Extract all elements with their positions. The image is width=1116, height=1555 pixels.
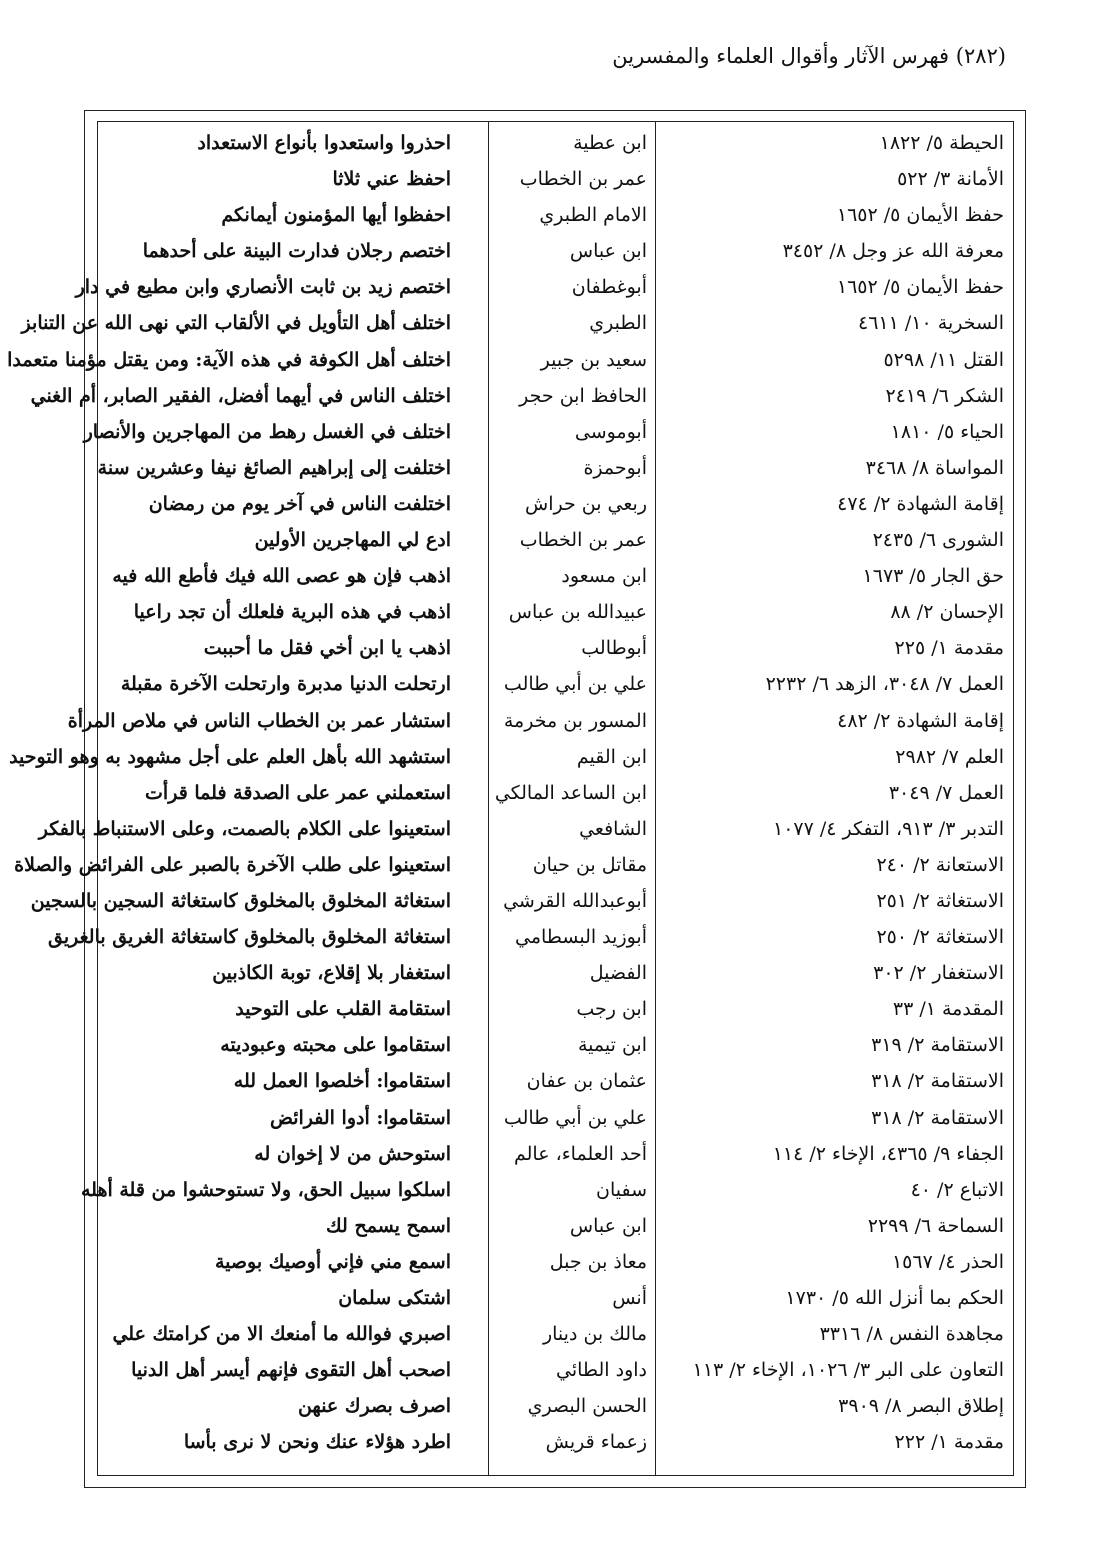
index-row — [30, 883, 1014, 919]
athar-reference: الحيطة ٥/ ١٨٢٢ — [879, 132, 1004, 154]
athar-text: استقاموا: أخلصوا العمل لله — [233, 1070, 451, 1093]
athar-text: اختصم رجلان فدارت البينة على أحدهما — [142, 240, 451, 263]
athar-narrator: ربعي بن حراش — [525, 492, 647, 515]
athar-text: اشتكى سلمان — [338, 1287, 451, 1309]
athar-text: ارتحلت الدنيا مدبرة وارتحلت الآخرة مقبلة — [120, 673, 451, 696]
index-row — [97, 775, 1014, 811]
athar-narrator: علي بن أبي طالب — [503, 1106, 647, 1129]
athar-text: اختلف أهل الكوفة في هذه الآية: ومن يقتل مؤمنا متعمدا — [7, 348, 451, 371]
athar-reference: حفظ الأيمان ٥/ ١٦٥٢ — [836, 204, 1004, 227]
athar-text: اذهب يا ابن أخي فقل ما أحببت — [203, 637, 451, 660]
athar-narrator: الحسن البصري — [527, 1395, 647, 1418]
athar-reference: الشكر ٦/ ٢٤١٩ — [885, 384, 1004, 407]
athar-narrator: سفيان — [595, 1178, 647, 1201]
athar-text: استغاثة المخلوق بالمخلوق كاستغاثة الغريق بالغريق — [48, 926, 451, 949]
index-row — [97, 161, 1014, 197]
index-row — [97, 955, 1014, 991]
athar-text: استغفار بلا إقلاع، توبة الكاذبين — [212, 962, 451, 985]
athar-narrator: أبوغطفان — [571, 276, 647, 299]
athar-text: اختلف في الغسل رهط من المهاجرين والأنصار — [83, 420, 451, 443]
athar-text: اختلفت الناس في آخر يوم من رمضان — [148, 492, 451, 515]
index-row — [97, 233, 1014, 269]
athar-narrator: الحافظ ابن حجر — [519, 384, 647, 407]
athar-text: اذهب في هذه البرية فلعلك أن تجد راعيا — [133, 601, 451, 624]
athar-text: استقاموا: أدوا الفرائض — [269, 1106, 451, 1129]
athar-reference: الاستغفار ٢/ ٣٠٢ — [873, 962, 1004, 985]
athar-narrator: علي بن أبي طالب — [503, 673, 647, 696]
athar-narrator: ابن عباس — [569, 1214, 647, 1237]
athar-narrator: ابن مسعود — [561, 565, 647, 588]
athar-text: احفظوا أيها المؤمنون أيمانكم — [221, 204, 451, 227]
index-row — [9, 739, 1014, 775]
athar-narrator: أبوطالب — [581, 637, 647, 660]
athar-narrator: الامام الطبري — [539, 204, 647, 227]
athar-reference: الاستغاثة ٢/ ٢٥١ — [876, 889, 1004, 912]
athar-text: استشار عمر بن الخطاب الناس في ملاص المرأة — [67, 709, 451, 732]
athar-text: استعينوا على طلب الآخرة بالصبر على الفرائض والصلاة — [14, 853, 451, 876]
athar-text: اصحب أهل التقوى فإنهم أيسر أهل الدنيا — [131, 1359, 451, 1382]
athar-narrator: أبوحمزة — [583, 456, 647, 479]
athar-text: استقامة القلب على التوحيد — [235, 998, 451, 1021]
index-row — [97, 1352, 1014, 1388]
athar-text: اطرد هؤلاء عنك ونحن لا نرى بأسا — [183, 1431, 451, 1454]
athar-narrator: عثمان بن عفان — [526, 1070, 647, 1093]
athar-narrator: زعماء قريش — [545, 1431, 647, 1454]
athar-text: اصرف بصرك عنهن — [297, 1395, 451, 1418]
index-table — [7, 125, 1014, 1460]
index-row — [97, 991, 1014, 1027]
athar-narrator: المسور بن مخرمة — [503, 709, 647, 732]
index-row — [97, 1388, 1014, 1424]
index-row — [97, 522, 1014, 558]
athar-reference: معرفة الله عز وجل ٨/ ٣٤٥٢ — [782, 240, 1004, 263]
index-row — [97, 1280, 1014, 1316]
athar-reference: الاستقامة ٢/ ٣١٩ — [871, 1034, 1004, 1057]
index-row — [97, 1316, 1014, 1352]
athar-narrator: أبوموسى — [574, 420, 647, 443]
athar-narrator: عبيدالله بن عباس — [508, 601, 647, 624]
athar-reference: السخرية ١٠/ ٤٦١١ — [858, 312, 1004, 335]
index-row — [97, 1424, 1014, 1460]
athar-narrator: الطبري — [589, 312, 647, 335]
index-row — [75, 269, 1014, 305]
athar-narrator: الفضيل — [589, 962, 647, 985]
index-row — [7, 342, 1014, 378]
index-row — [30, 378, 1014, 414]
athar-text: اسمح يسمح لك — [326, 1214, 451, 1237]
athar-narrator: أنس — [612, 1287, 647, 1309]
athar-reference: الحكم بما أنزل الله ٥/ ١٧٣٠ — [785, 1287, 1004, 1309]
index-row — [97, 666, 1014, 702]
index-row — [21, 305, 1014, 341]
athar-narrator: الشافعي — [579, 817, 647, 840]
athar-text: اختلف الناس في أيهما أفضل، الفقير الصابر، أم الغني — [30, 384, 451, 407]
athar-reference: الحياء ٥/ ١٨١٠ — [890, 420, 1004, 443]
index-row — [80, 1172, 1014, 1208]
athar-text: اصبري فوالله ما أمنعك الا من كرامتك علي — [112, 1323, 451, 1346]
index-row — [14, 847, 1014, 883]
athar-reference: المقدمة ١/ ٣٣ — [892, 998, 1004, 1021]
index-row — [97, 1027, 1014, 1063]
athar-reference: مقدمة ١/ ٢٢٢ — [894, 1431, 1004, 1454]
athar-narrator: مالك بن دينار — [542, 1323, 647, 1346]
athar-narrator: أبوعبدالله القرشي — [503, 889, 647, 912]
athar-narrator: أحد العلماء، عالم — [514, 1142, 647, 1165]
athar-reference: إقامة الشهادة ٢/ ٤٨٢ — [837, 709, 1004, 732]
athar-narrator: ابن عباس — [569, 240, 647, 263]
athar-reference: حق الجار ٥/ ١٦٧٣ — [862, 565, 1004, 588]
index-row — [83, 414, 1014, 450]
index-row — [67, 703, 1014, 739]
athar-reference: الجفاء ٩/ ٤٣٦٥، الإخاء ٢/ ١١٤ — [772, 1142, 1004, 1165]
index-row — [97, 1244, 1014, 1280]
athar-reference: العلم ٧/ ٢٩٨٢ — [895, 745, 1004, 768]
page-header: (٢٨٢) فهرس الآثار وأقوال العلماء والمفسرين — [612, 44, 1006, 68]
athar-text: اسلكوا سبيل الحق، ولا تستوحشوا من قلة أهله — [80, 1178, 451, 1201]
athar-text: اذهب فإن هو عصى الله فيك فأطع الله فيه — [112, 565, 451, 588]
athar-narrator: ابن تيمية — [578, 1034, 647, 1057]
athar-text: استشهد الله بأهل العلم على أجل مشهود به وهو التوحيد — [9, 745, 451, 768]
index-row — [97, 125, 1014, 161]
athar-text: اختصم زيد بن ثابت الأنصاري وابن مطيع في دار — [75, 276, 451, 299]
index-row — [97, 1063, 1014, 1099]
athar-text: استعملني عمر على الصدقة فلما قرأت — [145, 781, 451, 804]
athar-narrator: ابن القيم — [576, 745, 647, 768]
athar-narrator: معاذ بن جبل — [549, 1250, 647, 1273]
index-row — [97, 1136, 1014, 1172]
athar-reference: الاتباع ٢/ ٤٠ — [910, 1178, 1004, 1201]
athar-narrator: عمر بن الخطاب — [519, 168, 647, 191]
athar-reference: إقامة الشهادة ٢/ ٤٧٤ — [837, 492, 1004, 515]
index-row — [97, 558, 1014, 594]
index-row — [97, 630, 1014, 666]
athar-text: اسمع مني فإني أوصيك بوصية — [215, 1250, 451, 1273]
athar-text: استوحش من لا إخوان له — [254, 1142, 451, 1165]
athar-reference: العمل ٧/ ٣٠٤٨، الزهد ٦/ ٢٢٣٢ — [765, 673, 1004, 696]
index-row — [38, 811, 1014, 847]
athar-narrator: سعيد بن جبير — [540, 348, 647, 371]
athar-reference: الإحسان ٢/ ٨٨ — [890, 601, 1004, 624]
athar-text: استغاثة المخلوق بالمخلوق كاستغاثة السجين بالسجين — [30, 889, 451, 912]
athar-narrator: أبوزيد البسطامي — [515, 926, 647, 949]
athar-reference: مجاهدة النفس ٨/ ٣٣١٦ — [819, 1323, 1004, 1346]
athar-reference: المواساة ٨/ ٣٤٦٨ — [865, 456, 1004, 479]
athar-text: استقاموا على محبته وعبوديته — [220, 1034, 451, 1057]
index-row — [97, 1100, 1014, 1136]
athar-reference: الحذر ٤/ ١٥٦٧ — [891, 1250, 1004, 1273]
index-row — [97, 486, 1014, 522]
athar-reference: مقدمة ١/ ٢٢٥ — [894, 637, 1004, 660]
athar-narrator: ابن عطية — [573, 132, 647, 154]
athar-reference: الاستعانة ٢/ ٢٤٠ — [876, 853, 1004, 876]
athar-reference: حفظ الأيمان ٥/ ١٦٥٢ — [836, 276, 1004, 299]
athar-reference: إطلاق البصر ٨/ ٣٩٠٩ — [838, 1395, 1004, 1418]
index-row — [48, 919, 1014, 955]
athar-narrator: ابن الساعد المالكي — [494, 781, 647, 804]
athar-text: احفظ عني ثلاثا — [332, 168, 451, 191]
athar-text: اختلفت إلى إبراهيم الصائغ نيفا وعشرين سنة — [97, 456, 451, 479]
index-row — [97, 450, 1014, 486]
index-row — [97, 1208, 1014, 1244]
athar-narrator: ابن رجب — [576, 998, 647, 1021]
athar-reference: العمل ٧/ ٣٠٤٩ — [888, 781, 1004, 804]
athar-reference: التعاون على البر ٣/ ١٠٢٦، الإخاء ٢/ ١١٣ — [692, 1359, 1004, 1382]
index-row — [97, 594, 1014, 630]
athar-reference: التدبر ٣/ ٩١٣، التفكر ٤/ ١٠٧٧ — [773, 817, 1004, 840]
athar-reference: الأمانة ٣/ ٥٢٢ — [897, 168, 1004, 191]
athar-narrator: داود الطائي — [556, 1359, 647, 1382]
athar-text: اختلف أهل التأويل في الألقاب التي نهى الله عن التنابز — [21, 312, 451, 335]
athar-reference: الاستغاثة ٢/ ٢٥٠ — [876, 926, 1004, 949]
athar-reference: الشورى ٦/ ٢٤٣٥ — [872, 529, 1004, 552]
athar-reference: القتل ١١/ ٥٢٩٨ — [883, 348, 1004, 371]
athar-narrator: عمر بن الخطاب — [519, 529, 647, 552]
athar-text: احذروا واستعدوا بأنواع الاستعداد — [197, 132, 451, 154]
athar-text: استعينوا على الكلام بالصمت، وعلى الاستنباط بالفكر — [38, 817, 451, 840]
athar-reference: الاستقامة ٢/ ٣١٨ — [871, 1070, 1004, 1093]
athar-reference: السماحة ٦/ ٢٢٩٩ — [867, 1214, 1004, 1237]
athar-reference: الاستقامة ٢/ ٣١٨ — [871, 1106, 1004, 1129]
athar-narrator: مقاتل بن حيان — [532, 853, 647, 876]
athar-text: ادع لي المهاجرين الأولين — [254, 529, 451, 552]
index-row — [97, 197, 1014, 233]
